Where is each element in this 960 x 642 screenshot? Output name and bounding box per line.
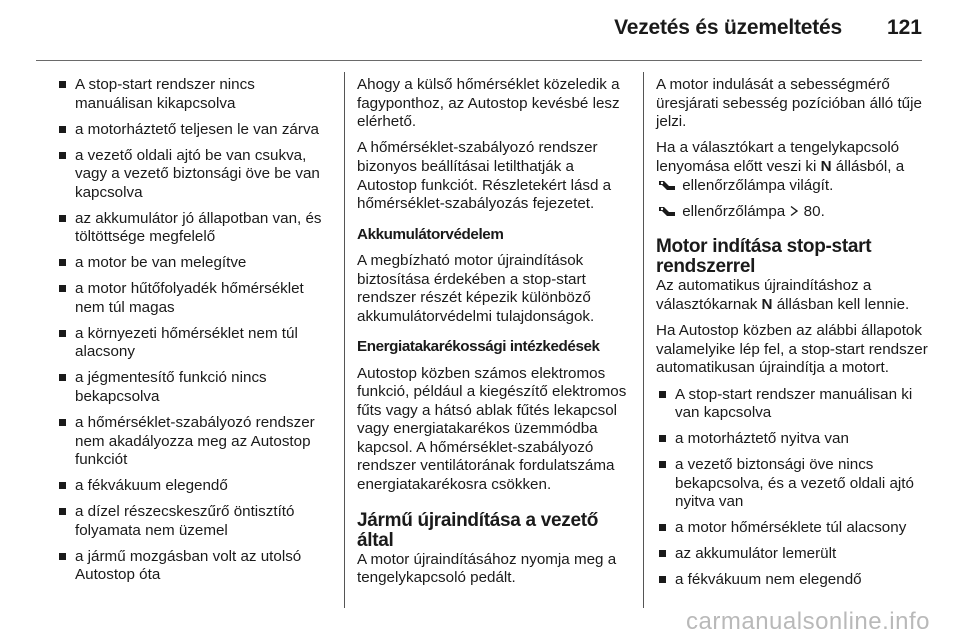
paragraph: A motor újraindításához nyomja meg a tengelykapcsoló pedált.: [357, 550, 617, 587]
list-item: a motor be van melegítve: [56, 254, 332, 273]
page-number: 121: [886, 16, 922, 39]
bullet-square-icon: [59, 482, 66, 489]
bullet-square-icon: [659, 391, 666, 398]
list-item: az akkumulátor jó állapotban van, és töltöttsége megfelelő: [56, 210, 332, 247]
column-3: [656, 76, 928, 597]
paragraph: A motor indulását a sebességmérő üresjárati sebesség pozícióban álló tűje jelzi.: [656, 76, 922, 131]
paragraph: A megbízható motor újraindítások biztosítása érdekében a stop-start rendszer részét képezik különböző akkumulátorvédelmi tulajdonságok.: [357, 251, 595, 325]
bullet-square-icon: [59, 374, 66, 381]
bullet-square-icon: [59, 419, 66, 426]
header-divider: [36, 60, 922, 61]
bullet-square-icon: [659, 550, 666, 557]
paragraph: Autostop közben számos elektromos funkció, például a kiegészítő elektromos fűts vagy a hátsó ablak fűtés lekapcsol vagy energiatakarékos üzemmódba kapcsol. A hőmérséklet-szabályozó rendszer ventilátorának fordulatszáma energiatakarékosra csökken.: [357, 364, 627, 494]
paragraph: Ha Autostop közben az alábbi állapotok valamelyike lép fel, a stop-start rendszer automatikusan újraindítja a motort.: [656, 322, 928, 377]
bullet-square-icon: [659, 576, 666, 583]
bullet-square-icon: [59, 330, 66, 337]
bullet-square-icon: [659, 461, 666, 468]
bullet-square-icon: [59, 126, 66, 133]
bullet-square-icon: [59, 152, 66, 159]
list-item: a jármű mozgásban volt az utolsó Autostop óta: [56, 548, 332, 585]
subheading-battery-protection: Akkumulátorvédelem: [357, 225, 504, 243]
page-header: [0, 0, 960, 58]
list-item: a vezető biztonsági öve nincs bekapcsolva, és a vezető oldali ajtó nyitva van: [656, 456, 928, 512]
list-item: a hőmérséklet-szabályozó rendszer nem akadályozza meg az Autostop funkciót: [56, 414, 332, 470]
column-divider-2: [643, 72, 644, 608]
list-item: a motorháztető teljesen le van zárva: [56, 121, 332, 140]
paragraph: Ahogy a külső hőmérséklet közeledik a fagyponthoz, az Autostop kevésbé lesz elérhető.: [357, 76, 620, 131]
list-item: a környezeti hőmérséklet nem túl alacsony: [56, 325, 332, 362]
list-item: a motorháztető nyitva van: [656, 430, 928, 449]
shift-indicator-lamp-icon: [658, 179, 676, 191]
list-item: a vezető oldali ajtó be van csukva, vagy a vezető biztonsági öve be van kapcsolva: [56, 147, 332, 203]
list-item: az akkumulátor lemerült: [656, 545, 928, 564]
bullet-square-icon: [59, 285, 66, 292]
column-1: [56, 76, 332, 592]
paragraph: A hőmérséklet-szabályozó rendszer bizonyos beállításai letilthatják a Autostop funkciót. Részletekért lásd a hőmérséklet-szabályozás fejezetet.: [357, 139, 612, 213]
bullet-square-icon: [59, 259, 66, 266]
list-item: a motor hőmérséklete túl alacsony: [656, 519, 928, 538]
section-heading-stop-start-restart: Motor indítása stop-start rendszerrel: [656, 236, 872, 278]
bullet-square-icon: [59, 508, 66, 515]
list-item: A stop-start rendszer manuálisan ki van kapcsolva: [656, 386, 928, 423]
list-item: a fékvákuum elegendő: [56, 477, 332, 496]
subheading-energy-saving: Energiatakarékossági intézkedések: [357, 338, 600, 356]
bullet-square-icon: [59, 553, 66, 560]
column-divider-1: [344, 72, 345, 608]
list-item: a dízel részecskeszűrő öntisztító folyamata nem üzemel: [56, 503, 332, 540]
paragraph: Ha a választókart a tengelykapcsoló lenyomása előtt veszi ki N állásból, a ellenőrzőlámpa világít.: [656, 139, 905, 194]
shift-indicator-lamp-icon: [658, 205, 676, 217]
watermark: carmanualsonline.info: [686, 608, 930, 635]
list-item: a jégmentesítő funkció nincs bekapcsolva: [56, 369, 332, 406]
list-item: A stop-start rendszer nincs manuálisan kikapcsolva: [56, 76, 332, 113]
list-item: a motor hűtőfolyadék hőmérséklet nem túl magas: [56, 280, 332, 317]
bullet-square-icon: [659, 524, 666, 531]
section-heading-driver-restart: Jármű újraindítása a vezető által: [357, 509, 599, 551]
bullet-square-icon: [59, 81, 66, 88]
bullet-square-icon: [659, 435, 666, 442]
list-item: a fékvákuum nem elegendő: [656, 571, 928, 590]
paragraph: ellenőrzőlámpa 80.: [656, 203, 928, 222]
paragraph: Az automatikus újraindításhoz a választókarnak N állásban kell lennie.: [656, 277, 910, 313]
column-2: [357, 76, 629, 595]
page-reference-arrow-icon: [789, 205, 799, 217]
bullet-square-icon: [59, 215, 66, 222]
page-title: Vezetés és üzemeltetés: [614, 16, 842, 39]
